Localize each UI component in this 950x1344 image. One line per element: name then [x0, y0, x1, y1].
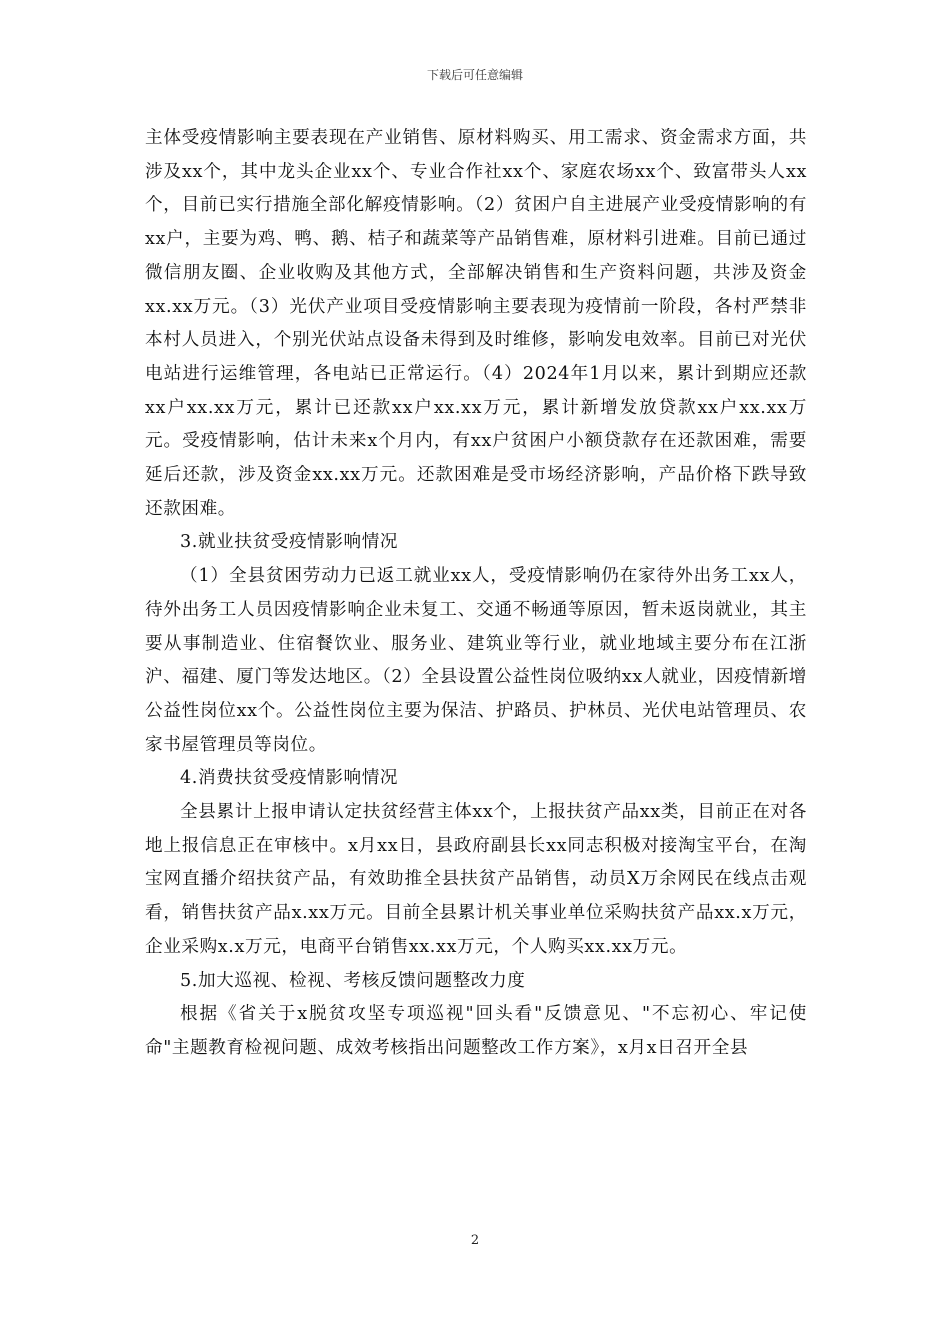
paragraph-rectification: 根据《省关于x脱贫攻坚专项巡视"回头看"反馈意见、"不忘初心、牢记使命"主题教育检视问题、成效考核指出问题整改工作方案》，x月x日召开全县	[145, 1004, 807, 1058]
section-heading-rectification: 5.加大巡视、检视、考核反馈问题整改力度	[180, 970, 526, 991]
paragraph-consumption: 全县累计上报申请认定扶贫经营主体xx个，上报扶贫产品xx类，目前正在对各地上报信息正在审核中。x月xx日，县政府副县长xx同志积极对接淘宝平台，在淘宝网直播介绍扶贫产品，有效助推全县扶贫产品销售，动员X万余网民在线点击观看，销售扶贫产品x.xx万元。目前全县累计机关事业单位采购扶贫产品xx.x万元，企业采购x.x万元，电商平台销售xx.xx万元，个人购买xx.xx万元。	[145, 802, 807, 957]
paragraph-industry-impact: 主体受疫情影响主要表现在产业销售、原材料购买、用工需求、资金需求方面，共涉及xx个，其中龙头企业xx个、专业合作社xx个、家庭农场xx个、致富带头人xx个，目前已实行措施全部化解疫情影响。（2）贫困户自主进展产业受疫情影响的有xx户，主要为鸡、鸭、鹅、桔子和蔬菜等产品销售难，原材料引进难。目前已通过微信朋友圈、企业收购及其他方式，全部解决销售和生产资料问题，共涉及资金xx.xx万元。（3）光伏产业项目受疫情影响主要表现为疫情前一阶段，各村严禁非本村人员进入，个别光伏站点设备未得到及时维修，影响发电效率。目前已对光伏电站进行运维管理，各电站已正常运行。（4）2024年1月以来，累计到期应还款xx户xx.xx万元，累计已还款xx户xx.xx万元，累计新增发放贷款xx户xx.xx万元。受疫情影响，估计未来x个月内，有xx户贫困户小额贷款存在还款困难，需要延后还款，涉及资金xx.xx万元。还款困难是受市场经济影响，产品价格下跌导致还款困难。	[145, 128, 807, 519]
page-number: 2	[470, 1233, 480, 1248]
document-body	[145, 122, 807, 1066]
paragraph-employment: （1）全县贫困劳动力已返工就业xx人，受疫情影响仍在家待外出务工xx人，待外出务工人员因疫情影响企业未复工、交通不畅通等原因，暂未返岗就业，其主要从事制造业、住宿餐饮业、服务业、建筑业等行业，就业地域主要分布在江浙沪、福建、厦门等发达地区。（2）全县设置公益性岗位吸纳xx人就业，因疫情新增公益性岗位xx个。公益性岗位主要为保洁、护路员、护林员、光伏电站管理员、农家书屋管理员等岗位。	[145, 566, 807, 755]
page-header: 下载后可任意编辑	[426, 68, 523, 82]
section-heading-employment: 3.就业扶贫受疫情影响情况	[180, 532, 399, 553]
section-heading-consumption: 4.消费扶贫受疫情影响情况	[180, 768, 399, 789]
